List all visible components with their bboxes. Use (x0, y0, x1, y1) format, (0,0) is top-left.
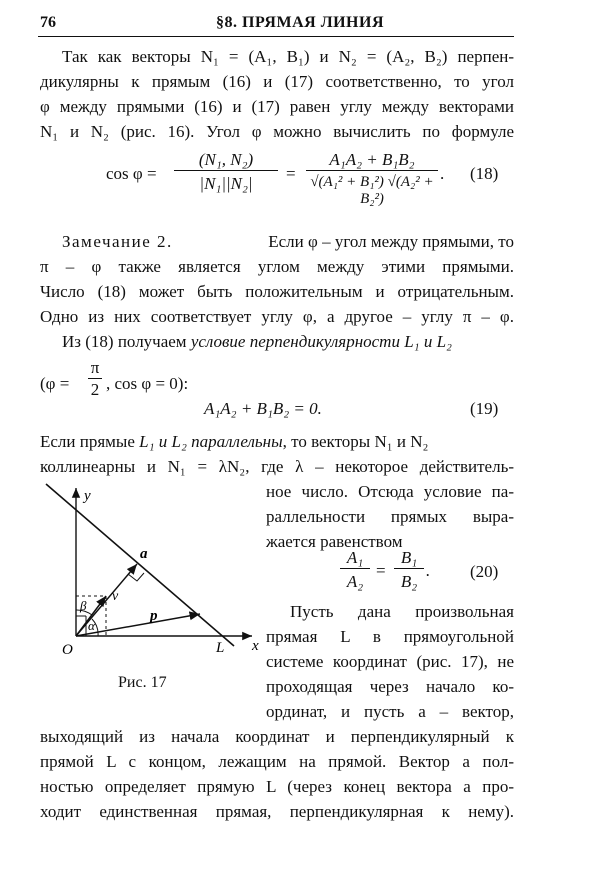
eq20-number: (20) (470, 562, 499, 581)
last-line4: проходящая через начало ко- (266, 677, 514, 696)
right-angle-mark (128, 573, 144, 581)
perp-line1 (62, 332, 452, 352)
eq20-equals: = (376, 561, 386, 580)
para1-line1: Так как векторы N₁ = (A₁, B₁) и N₂ = (A₂, B₂) перпен- (62, 47, 514, 66)
remark-label: Замечание 2. (62, 232, 173, 251)
eq18-frac2-num: A₁A₂ + B₁B₂ (306, 150, 438, 171)
perp-cond-open: (φ = (40, 374, 70, 393)
equation-20 (340, 548, 440, 600)
label-alpha: α (88, 618, 95, 633)
page-number: 76 (40, 14, 56, 31)
parallel-line4: раллельности прямых выра- (266, 507, 514, 526)
last-line1: Пусть дана произвольная (290, 602, 514, 621)
last-line6: выходящий из начала координат и перпендикулярный к (40, 727, 514, 746)
eq20-frac1-den: A₂ (346, 572, 364, 591)
para1-line4: N₁ и N₂ (рис. 16). Угол φ можно вычислить по формуле (40, 122, 514, 141)
parallel-line1-a: Если прямые (40, 432, 140, 451)
parallel-line3: ное число. Отсюда условие па- (266, 482, 514, 501)
perp-cond-den: 2 (90, 380, 100, 399)
remark-line4: Одно из них соответствует углу φ, а другое – углу π – φ. (40, 307, 514, 326)
parallel-line5: жается равенством (266, 532, 403, 551)
label-v: v (112, 589, 119, 604)
eq20-frac1-num: A₁ (340, 548, 370, 569)
eq19-number: (19) (470, 399, 499, 418)
parallel-line1-c: , то векторы N₁ и N₂ (282, 432, 429, 451)
eq18-equals: = (286, 164, 296, 183)
header-rule (38, 36, 514, 37)
eq20-end: . (426, 561, 431, 580)
line-L (46, 484, 234, 646)
last-line2: прямая L в прямоугольной (266, 627, 514, 646)
eq20-frac2-num: B₁ (394, 548, 424, 569)
para1-line3: φ между прямыми (16) и (17) равен углу между векторами (40, 97, 514, 116)
eq18-number: (18) (470, 164, 499, 183)
parallel-line1 (40, 432, 514, 452)
last-line3: системе координат (рис. 17), не (266, 652, 514, 671)
perp-cond-close: , cos φ = 0): (106, 374, 189, 393)
remark-line3: Число (18) может быть положительным и отрицательным. (40, 282, 514, 301)
label-a: a (140, 546, 148, 562)
label-p: p (150, 608, 158, 624)
label-beta: β (80, 598, 87, 613)
parallel-line1-b: L₁ и L₂ параллельны (139, 432, 283, 451)
label-origin: O (62, 642, 73, 658)
perp-cond-num: π (88, 358, 102, 379)
label-x: x (252, 638, 259, 654)
eq18-frac1-den: |N₁||N₂| (199, 174, 253, 193)
parallel-line2: коллинеарны и N₁ = λN₂, где λ – некоторое действитель- (40, 457, 514, 476)
label-y: y (84, 488, 91, 504)
eq20-frac2-den: B₂ (400, 572, 418, 591)
eq19-text: A₁A₂ + B₁B₂ = 0. (204, 399, 322, 418)
last-line7: прямой L с концом, лежащим на прямой. Вектор a пол- (40, 752, 514, 771)
para1-line2: дикулярны к прямым (16) и (17) соответственно, то угол (40, 72, 514, 91)
last-line9: ходит единственная прямая, перпендикулярная к нему). (40, 802, 514, 821)
last-line5: ординат, и пусть a – вектор, (266, 702, 514, 721)
eq18-end: . (440, 164, 445, 183)
remark-line2: π – φ также является углом между этими прямыми. (40, 257, 514, 276)
last-line8: ностью определяет прямую L (через конец вектора a про- (40, 777, 514, 796)
label-L: L (216, 640, 225, 656)
eq18-lhs: cos φ = (106, 164, 157, 183)
running-head: §8. ПРЯМАЯ ЛИНИЯ (216, 14, 384, 31)
perp-line1-italic: условие перпендикулярности L₁ и L₂ (190, 332, 452, 351)
equation-18 (106, 150, 445, 207)
perp-line1-start: Из (18) получаем (62, 332, 191, 351)
figure-caption: Рис. 17 (118, 674, 167, 691)
perp-condition (40, 358, 220, 408)
eq18-frac2-den: √(A₁² + B₁²) √(A₂² + B₂²) (310, 174, 434, 207)
eq18-frac1-num: (N₁, N₂) (174, 150, 278, 171)
remark-line1: Если φ – угол между прямыми, то (268, 232, 514, 251)
remark-line1-wrap (62, 232, 514, 252)
figure-17 (40, 480, 270, 670)
